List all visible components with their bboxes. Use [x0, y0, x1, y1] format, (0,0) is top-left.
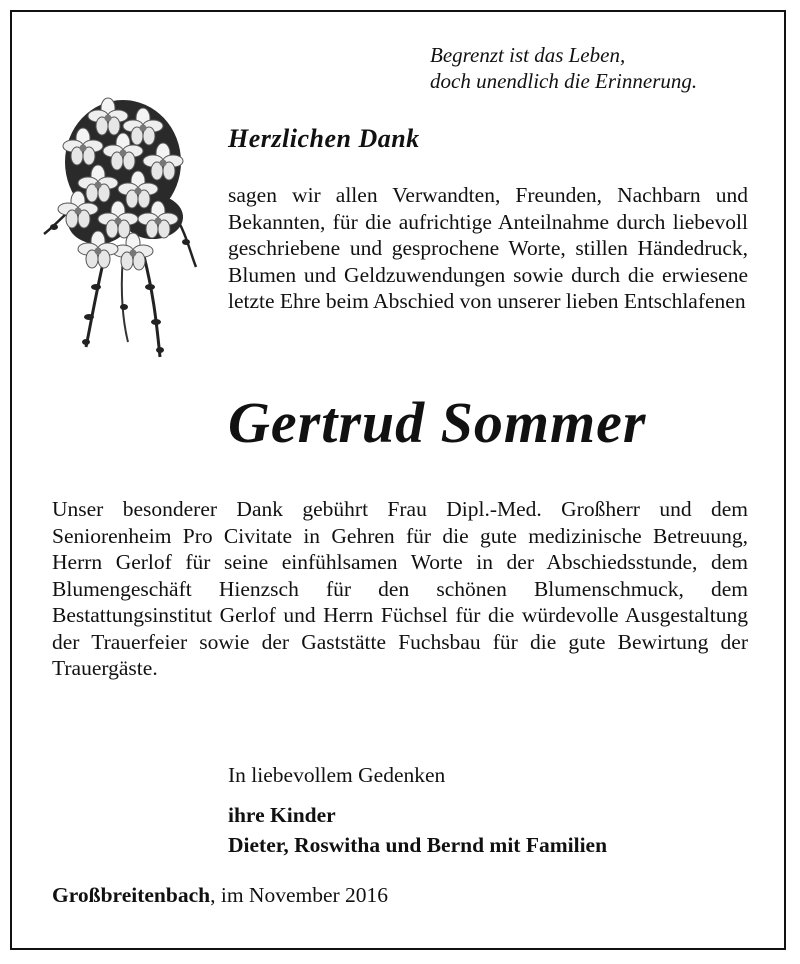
intro-text: sagen wir allen Verwandten, Freunden, Nachbarn und Bekannten, für die aufrichtige Anteilnahme durch liebevoll geschriebene und gesprochene Worte, stillen Händedruck, Blumen und Geldzuwendungen sowie durch die erwiesene letzte Ehre beim Abschied von unserer lieben Entschlafenen — [228, 183, 748, 313]
family-signature — [228, 800, 607, 860]
date: , im November 2016 — [210, 883, 389, 907]
family-line-1: ihre Kinder — [228, 803, 336, 827]
place: Großbreitenbach — [52, 883, 211, 907]
heading: Herzlichen Dank — [228, 124, 420, 153]
memory-line: In liebevollem Gedenken — [228, 763, 446, 787]
orchid-bouquet-icon — [38, 92, 208, 367]
thanks-text: Unser besonderer Dank gebührt Frau Dipl.-Med. Großherr und dem Seniorenheim Pro Civitate in Gehren für die gute medizinische Betreuung, Herrn Gerlof für seine einfühlsamen Worte in der Abschiedsstunde, dem Blumengeschäft Hienzsch für den schönen Blumenschmuck, dem Bestattungsinstitut Gerlof und Herrn Füchsel für die würdevolle Ausgestaltung der Trauerfeier sowie der Gaststätte Fuchsbau für die gute Bewirtung der Trauergäste. — [52, 497, 748, 680]
motto-line-2: doch unendlich die Erinnerung. — [430, 69, 698, 93]
place-date — [52, 882, 388, 908]
deceased-name: Gertrud Sommer — [228, 390, 647, 455]
motto — [430, 42, 760, 94]
motto-line-1: Begrenzt ist das Leben, — [430, 43, 626, 67]
family-line-2: Dieter, Roswitha und Bernd mit Familien — [228, 833, 608, 857]
